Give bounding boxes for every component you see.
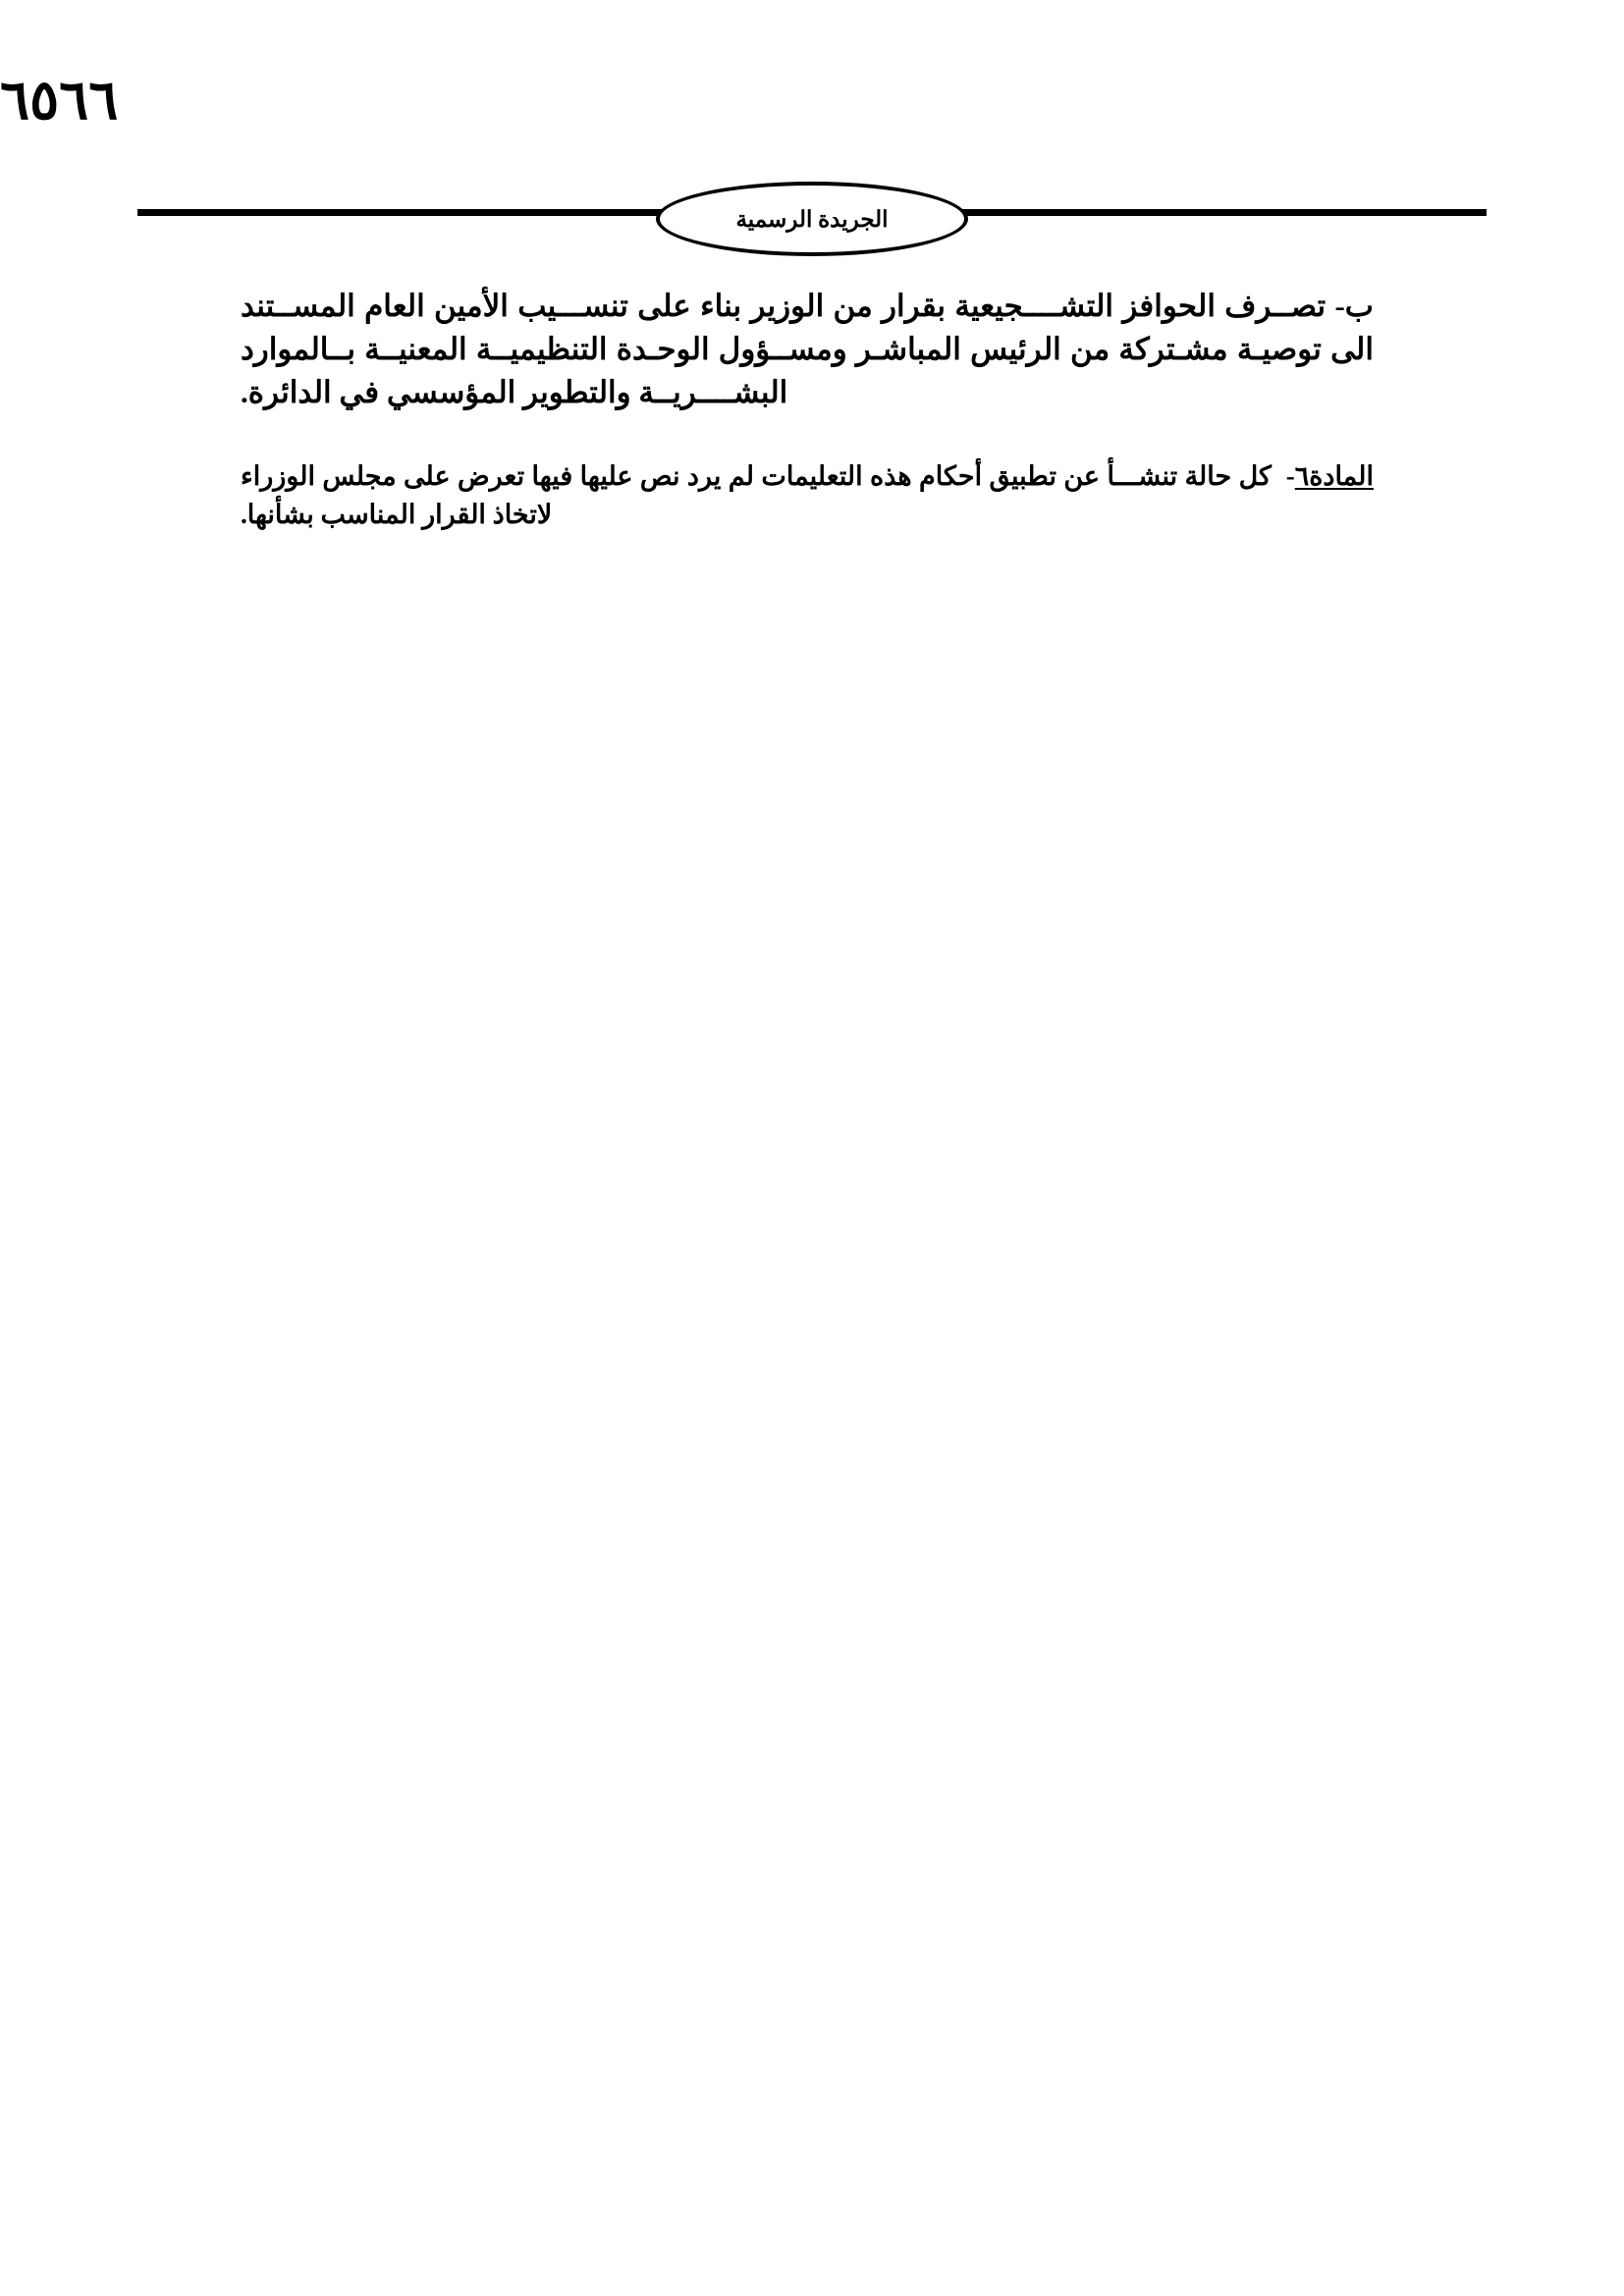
article-6-dash: -	[1285, 461, 1295, 492]
article-6-paragraph	[241, 457, 1374, 534]
journal-badge-label: الجريدة الرسمية	[735, 206, 889, 232]
clause-b-paragraph: ب- تصــرف الحوافز التشــــجيعية بقرار من الوزير بناء على تنســـيب الأمين العام المســتند الى توصيـة مشـتركة من الرئيس المباشـر ومســؤول الوحـدة التنظيميــة المعنيــة بــالموارد البشــــريــة والتطوير المؤسسي في الدائرة.	[241, 289, 1374, 410]
header-rule-group	[137, 182, 1487, 250]
page-number	[0, 71, 1482, 132]
article-6-text: كل حالة تنشـــأ عن تطبيق أحكام هذه التعليمات لم يرد نص عليها فيها تعرض على مجلس الوزراء لاتخاذ القرار المناسب بشأنها.	[241, 461, 1272, 529]
document-content	[241, 285, 1374, 534]
page-number-value: ٦٥٦٦	[0, 71, 119, 132]
article-6-label: المادة٦	[1294, 461, 1375, 492]
journal-badge	[656, 182, 968, 256]
